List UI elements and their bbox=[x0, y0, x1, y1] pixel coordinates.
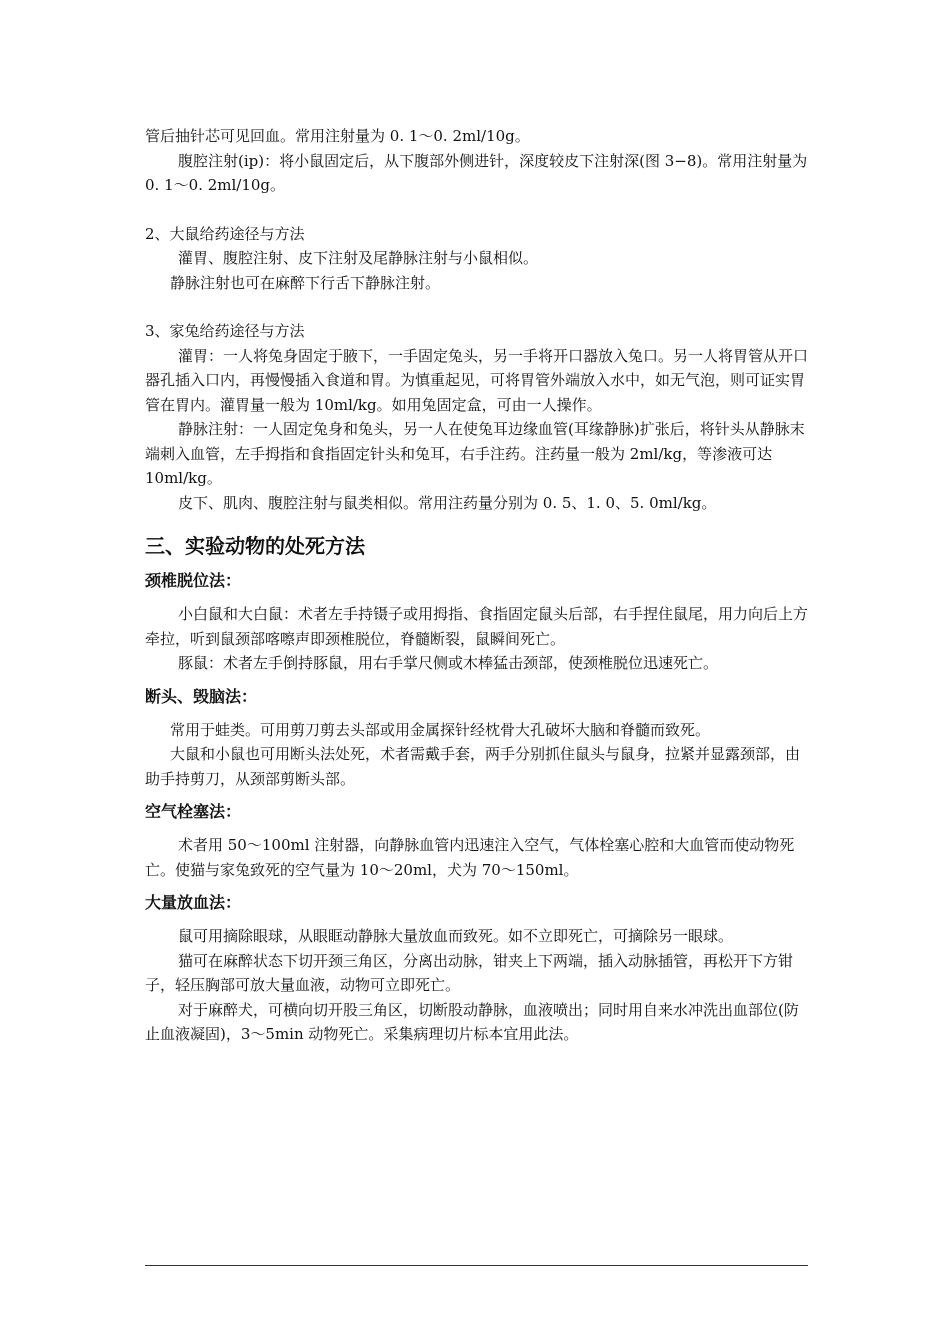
paragraph: 静脉注射也可在麻醉下行舌下静脉注射。 bbox=[170, 273, 441, 292]
paragraph: 对于麻醉犬，可横向切开股三角区，切断股动静脉，血液喷出；同时用自来水冲洗出血部位(防止血液凝固)，3～5min 动物死亡。采集病理切片标本宜用此法。 bbox=[145, 1000, 799, 1043]
paragraph: 静脉注射：一人固定兔身和兔头，另一人在使兔耳边缘血管(耳缘静脉)扩张后，将针头从静脉末端刺入血管，左手拇指和食指固定针头和兔耳，右手注药。注药量一般为 2ml/kg，等渗液可达 10ml/kg。 bbox=[145, 420, 805, 487]
paragraph: 常用于蛙类。可用剪刀剪去头部或用金属探针经枕骨大孔破坏大脑和脊髓而致死。 bbox=[170, 720, 711, 739]
method-heading: 断头、毁脑法： bbox=[145, 686, 258, 706]
subsection-heading: 2、大鼠给药途径与方法 bbox=[145, 224, 305, 243]
spacer bbox=[145, 198, 808, 222]
section-title: 三、实验动物的处死方法 bbox=[145, 534, 365, 558]
paragraph: 皮下、肌肉、腹腔注射与鼠类相似。常用注药量分别为 0. 5、1. 0、5. 0ml/kg。 bbox=[178, 493, 717, 512]
paragraph: 术者用 50～100ml 注射器，向静脉血管内迅速注入空气，气体栓塞心腔和大血管而使动物死亡。使猫与家兔致死的空气量为 10～20ml，犬为 70～150ml。 bbox=[145, 836, 795, 879]
subsection-heading: 3、家兔给药途径与方法 bbox=[145, 322, 305, 340]
paragraph: 鼠可用摘除眼球，从眼眶动静脉大量放血而致死。如不立即死亡，可摘除另一眼球。 bbox=[178, 927, 734, 945]
method-heading: 空气栓塞法： bbox=[145, 802, 242, 821]
document-body bbox=[145, 124, 808, 1047]
method-heading: 颈椎脱位法： bbox=[145, 571, 242, 590]
paragraph: 豚鼠：术者左手倒持豚鼠，用右手掌尺侧或木棒猛击颈部，使颈椎脱位迅速死亡。 bbox=[178, 654, 719, 672]
footer-divider bbox=[145, 1265, 808, 1266]
paragraph: 灌胃：一人将兔身固定于腋下，一手固定兔头，另一手将开口器放入兔口。另一人将胃管从开口器孔插入口内，再慢慢插入食道和胃。为慎重起见，可将胃管外端放入水中，如无气泡，则可证实胃管在胃内。灌胃量一般为 10ml/kg。如用兔固定盒，可由一人操作。 bbox=[145, 346, 809, 414]
spacer bbox=[145, 295, 808, 319]
paragraph: 腹腔注射(ip)：将小鼠固定后，从下腹部外侧进针，深度较皮下注射深(图 3−8)。常用注射量为 0. 1～0. 2ml/10g。 bbox=[145, 151, 808, 194]
paragraph: 小白鼠和大白鼠：术者左手持镊子或用拇指、食指固定鼠头后部，右手捏住鼠尾，用力向后上方牵拉，听到鼠颈部喀嚓声即颈椎脱位，脊髓断裂，鼠瞬间死亡。 bbox=[145, 605, 809, 648]
method-heading: 大量放血法： bbox=[145, 893, 242, 912]
paragraph: 猫可在麻醉状态下切开颈三角区，分离出动脉，钳夹上下两端，插入动脉插管，再松开下方钳子，轻压胸部可放大量血液，动物可立即死亡。 bbox=[145, 951, 794, 994]
paragraph: 管后抽针芯可见回血。常用注射量为 0. 1～0. 2ml/10g。 bbox=[145, 127, 530, 145]
paragraph: 大鼠和小鼠也可用断头法处死，术者需戴手套，两手分别抓住鼠头与鼠身，拉紧并显露颈部，由助手持剪刀，从颈部剪断头部。 bbox=[145, 745, 801, 788]
paragraph: 灌胃、腹腔注射、皮下注射及尾静脉注射与小鼠相似。 bbox=[178, 249, 539, 267]
